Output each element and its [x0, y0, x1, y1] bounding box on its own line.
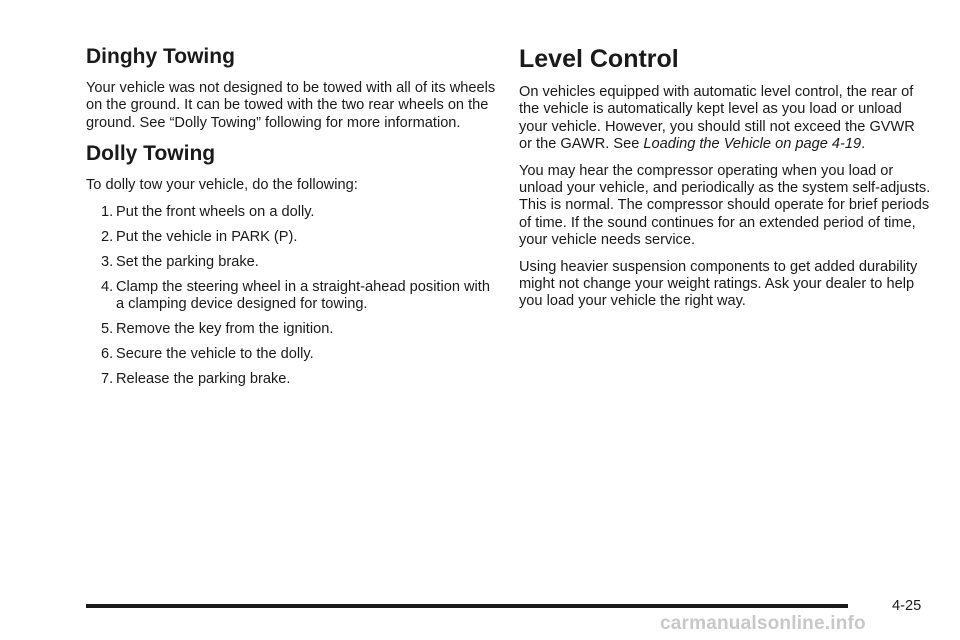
- step-text: Clamp the steering wheel in a straight-ahead position with a clamping device designed for towing.: [116, 278, 490, 313]
- list-item: [86, 321, 498, 338]
- level-control-p1-end: .: [861, 136, 866, 153]
- step-text: Remove the key from the ignition.: [116, 321, 334, 338]
- list-item: [86, 254, 498, 271]
- level-control-p1-text: On vehicles equipped with automatic level control, the rear of the vehicle is automatically kept level as you load or unload your vehicle. However, you should still not exceed the GVWR or the GAWR. See: [519, 84, 915, 153]
- dolly-towing-intro: To dolly tow your vehicle, do the following:: [86, 177, 358, 194]
- step-number: 6.: [101, 346, 114, 363]
- footer-rule: [86, 604, 848, 608]
- level-control-paragraph-3: Using heavier suspension components to get added durability might not change your weight ratings. Ask your dealer to help you load your vehicle the right way.: [519, 258, 918, 310]
- level-control-paragraph-1: [519, 84, 931, 154]
- watermark-text: carmanualsonline.info: [660, 613, 866, 634]
- dolly-towing-steps: [86, 204, 498, 389]
- level-control-heading: Level Control: [519, 45, 679, 73]
- step-number: 3.: [101, 253, 114, 270]
- list-item: [86, 346, 498, 363]
- right-column: [519, 44, 931, 320]
- step-text: Secure the vehicle to the dolly.: [116, 346, 314, 363]
- loading-vehicle-reference: Loading the Vehicle on page 4-19: [643, 136, 862, 153]
- left-column: [86, 44, 498, 396]
- step-text: Release the parking brake.: [116, 371, 291, 388]
- step-text: Put the vehicle in PARK (P).: [116, 228, 298, 245]
- step-number: 1.: [101, 203, 114, 220]
- step-number: 4.: [101, 278, 114, 295]
- step-text: Set the parking brake.: [116, 253, 259, 270]
- list-item: [86, 204, 498, 221]
- step-number: 5.: [101, 321, 114, 338]
- list-item: [86, 229, 498, 246]
- list-item: [86, 371, 498, 388]
- step-text: Put the front wheels on a dolly.: [116, 203, 315, 220]
- dolly-towing-heading: Dolly Towing: [86, 142, 216, 166]
- step-number: 2.: [101, 228, 114, 245]
- level-control-paragraph-2: You may hear the compressor operating when you load or unload your vehicle, and periodically as the system self-adjusts. This is normal. The compressor should operate for brief periods of time. If the sound continues for an extended period of time, your vehicle needs service.: [519, 162, 931, 249]
- step-number: 7.: [101, 371, 114, 388]
- dinghy-towing-heading: Dinghy Towing: [86, 45, 235, 68]
- list-item: [86, 279, 498, 314]
- page-number: 4-25: [892, 598, 922, 614]
- dinghy-towing-body: Your vehicle was not designed to be towed with all of its wheels on the ground. It can be towed with the two rear wheels on the ground. See “Dolly Towing” following for more information.: [86, 80, 496, 131]
